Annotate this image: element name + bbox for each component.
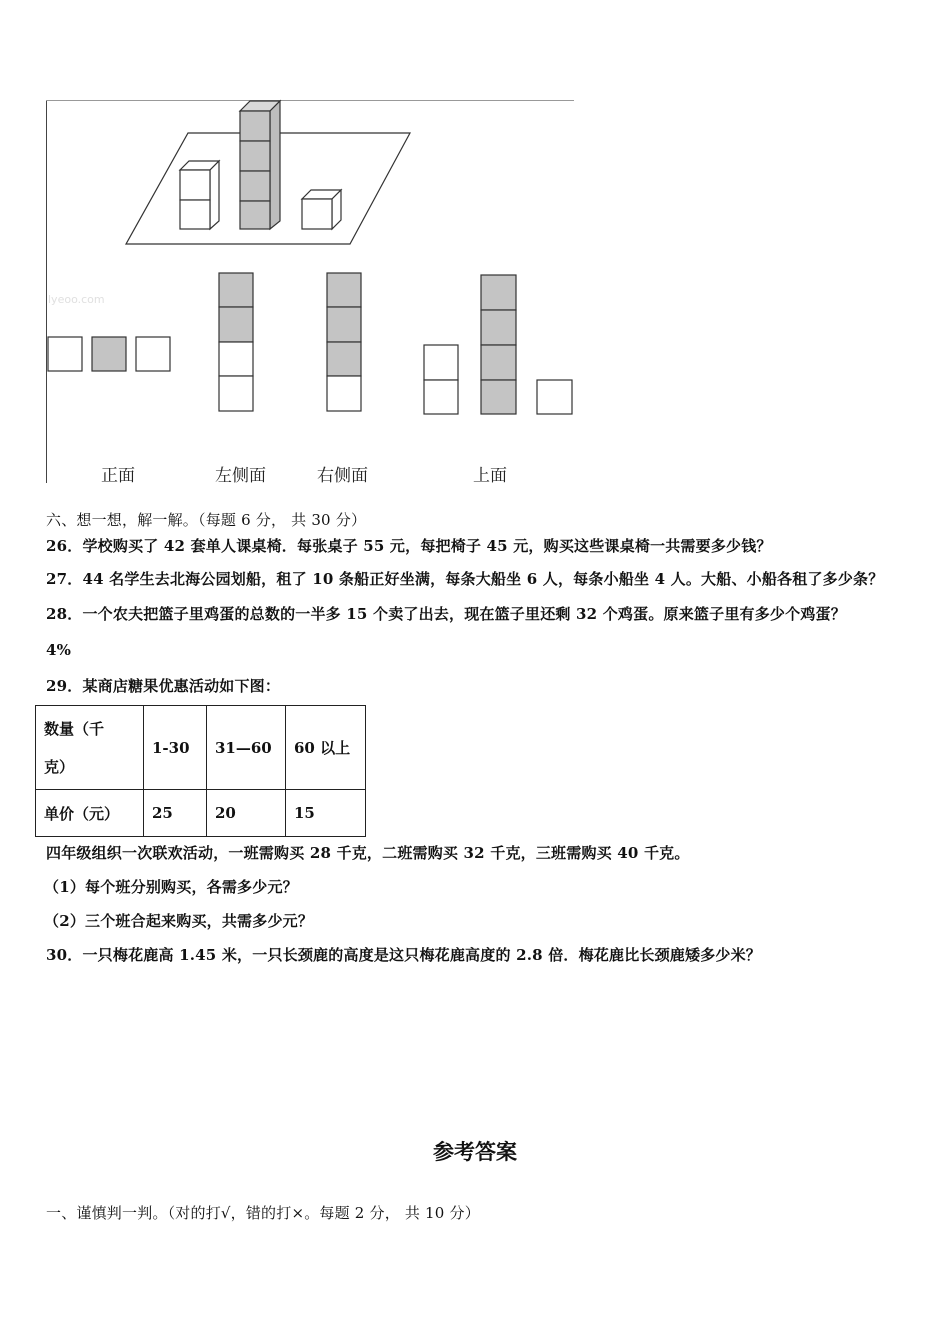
cube-views-diagram bbox=[40, 95, 580, 490]
question-27: 27．44 名学生去北海公园划船，租了 10 条船正好坐满，每条大船坐 6 人，每条小船坐 4 人。大船、小船各租了多少条？ bbox=[46, 570, 884, 588]
question-29: 29．某商店糖果优惠活动如下图： bbox=[46, 677, 281, 695]
left-cube-stack bbox=[180, 161, 219, 229]
table-cell: 25 bbox=[144, 790, 207, 837]
label-left-view: 左侧面 bbox=[215, 466, 266, 486]
table-cell: 单价（元） bbox=[36, 790, 144, 837]
question-29-part-1: （1）每个班分别购买，各需多少元？ bbox=[44, 878, 298, 896]
table-row bbox=[36, 790, 366, 837]
question-26: 26．学校购买了 42 套单人课桌椅．每张桌子 55 元，每把椅子 45 元，购买这些课桌椅一共需要多少钱？ bbox=[46, 537, 772, 555]
watermark-text: lyeoo.com bbox=[48, 293, 105, 306]
left-side-view bbox=[219, 273, 253, 411]
label-front-view: 正面 bbox=[101, 466, 135, 486]
stray-text: 4% bbox=[46, 641, 72, 659]
table-row bbox=[36, 706, 366, 790]
question-29-part-2: （2）三个班合起来购买，共需多少元？ bbox=[44, 912, 314, 930]
price-table bbox=[35, 705, 366, 837]
table-header-cell: 1-30 bbox=[144, 706, 207, 790]
table-header-cell: 数量（千 克） bbox=[36, 706, 144, 790]
question-28: 28．一个农夫把篮子里鸡蛋的总数的一半多 15 个卖了出去，现在篮子里还剩 32 个鸡蛋。原来篮子里有多少个鸡蛋？ bbox=[46, 605, 846, 623]
table-header-cell: 31—60 bbox=[207, 706, 286, 790]
top-view bbox=[424, 275, 572, 414]
cube-views-figure bbox=[40, 95, 580, 490]
right-cube bbox=[302, 190, 341, 229]
question-29-text: 四年级组织一次联欢活动，一班需购买 28 千克，二班需购买 32 千克，三班需购买 40 千克。 bbox=[46, 844, 690, 862]
question-30: 30．一只梅花鹿高 1.45 米，一只长颈鹿的高度是这只梅花鹿高度的 2.8 倍．梅花鹿比长颈鹿矮多少米？ bbox=[46, 946, 761, 964]
answer-title: 参考答案 bbox=[433, 1139, 517, 1164]
front-view bbox=[48, 337, 170, 371]
table-cell: 15 bbox=[286, 790, 366, 837]
answer-section-1-heading: 一、谨慎判一判。（对的打√，错的打×。每题 2 分， 共 10 分） bbox=[46, 1204, 480, 1222]
right-side-view bbox=[327, 273, 361, 411]
section-6-heading: 六、想一想，解一解。（每题 6 分， 共 30 分） bbox=[46, 511, 367, 529]
label-right-view: 右侧面 bbox=[317, 466, 368, 486]
middle-cube-stack bbox=[240, 101, 280, 229]
table-header-cell: 60 以上 bbox=[286, 706, 366, 790]
label-top-view: 上面 bbox=[473, 466, 507, 486]
table-cell: 20 bbox=[207, 790, 286, 837]
